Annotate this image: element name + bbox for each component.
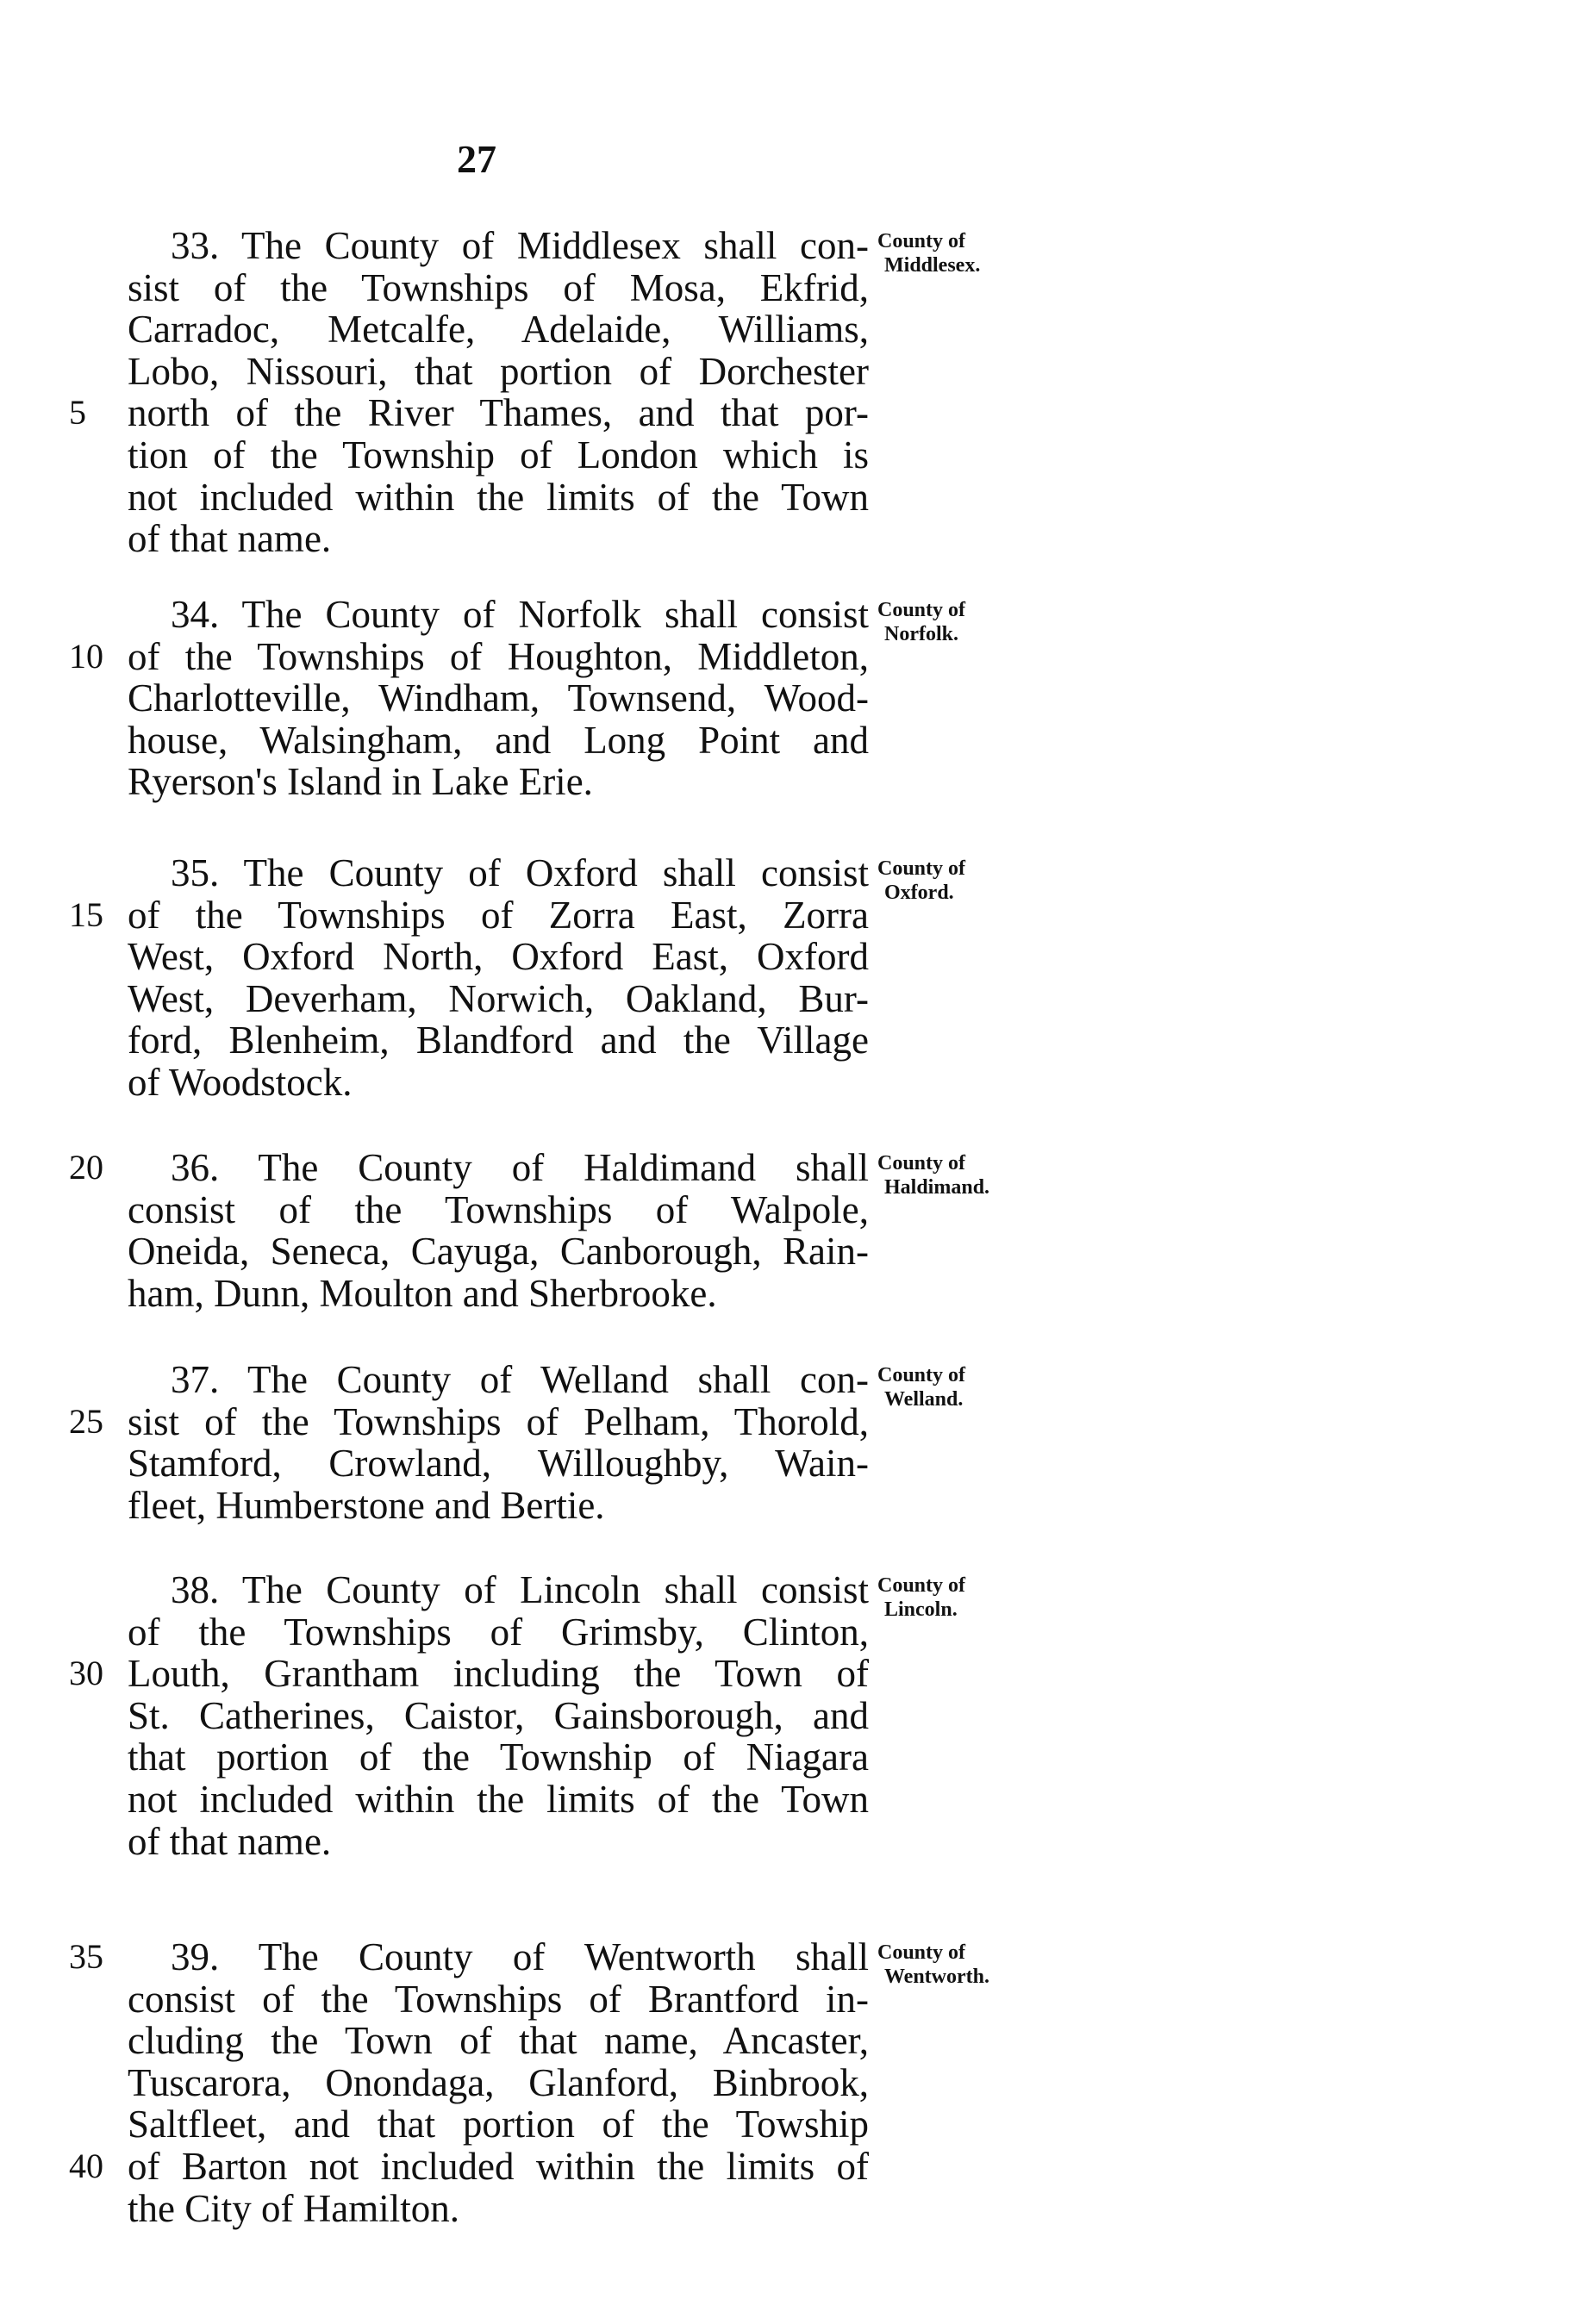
text-line: Stamford, Crowland, Willoughby, Wain- (128, 1442, 869, 1486)
margin-note-line: County of (877, 1941, 966, 1964)
margin-note-line: Lincoln. (884, 1598, 958, 1621)
text-line: Carradoc, Metcalfe, Adelaide, Williams, (128, 308, 869, 352)
line-number: 30 (69, 1654, 103, 1693)
text-line: Ryerson's Island in Lake Erie. (128, 760, 593, 804)
margin-note (877, 1573, 1050, 1622)
text-line: Oneida, Seneca, Cayuga, Canborough, Rain- (128, 1230, 869, 1274)
text-line: ford, Blenheim, Blandford and the Village (128, 1019, 869, 1062)
line-number: 20 (69, 1148, 103, 1187)
text-line: of that name. (128, 1819, 332, 1863)
line-number: 15 (69, 894, 103, 934)
margin-note (877, 857, 1050, 905)
margin-note-line: Oxford. (884, 882, 954, 904)
text-line: that portion of the Township of Niagara (128, 1735, 869, 1779)
line-number: 25 (69, 1401, 103, 1441)
text-line: north of the River Thames, and that por- (128, 391, 869, 435)
text-line: Saltfleet, and that portion of the Towship (128, 2103, 869, 2146)
margin-note-line: County of (877, 230, 966, 252)
text-line: ham, Dunn, Moulton and Sherbrooke. (128, 1271, 717, 1315)
text-line: sist of the Townships of Mosa, Ekfrid, (128, 265, 869, 309)
text-line: of the Townships of Grimsby, Clinton, (128, 1610, 869, 1654)
margin-note-line: County of (877, 1574, 966, 1597)
margin-note-line: Middlesex. (884, 254, 981, 277)
text-line: consist of the Townships of Walpole, (128, 1187, 869, 1231)
text-line: tion of the Township of London which is (128, 433, 869, 477)
margin-note-line: County of (877, 1364, 966, 1386)
text-line: Tuscarora, Onondaga, Glanford, Binbrook, (128, 2060, 869, 2104)
text-line: Lobo, Nissouri, that portion of Dorchester (128, 349, 869, 393)
page-number: 27 (457, 137, 496, 181)
line-number: 35 (69, 1937, 103, 1976)
margin-note (877, 1941, 1050, 1989)
text-line: West, Oxford North, Oxford East, Oxford (128, 935, 869, 979)
text-line: 37. The County of Welland shall con- (171, 1358, 869, 1401)
text-line: the City of Hamilton. (128, 2186, 459, 2230)
text-line: 38. The County of Lincoln shall consist (171, 1568, 869, 1611)
text-line: 39. The County of Wentworth shall (171, 1935, 869, 1978)
margin-note-line: Haldimand. (884, 1176, 990, 1199)
margin-note (877, 1151, 1050, 1199)
line-number: 40 (69, 2146, 103, 2185)
text-line: of Woodstock. (128, 1061, 353, 1104)
margin-note-line: County of (877, 599, 966, 621)
text-line: not included within the limits of the Town (128, 475, 869, 519)
margin-note-line: Wentworth. (884, 1966, 989, 1988)
text-line: of the Townships of Houghton, Middleton, (128, 634, 869, 678)
text-line: West, Deverham, Norwich, Oakland, Bur- (128, 976, 869, 1020)
text-line: 35. The County of Oxford shall consist (171, 851, 869, 894)
margin-note-line: Norfolk. (884, 623, 958, 645)
text-line: of the Townships of Zorra East, Zorra (128, 893, 869, 937)
text-line: of Barton not included within the limits of (128, 2145, 869, 2188)
line-number: 5 (69, 393, 86, 433)
text-line: Louth, Grantham including the Town of (128, 1652, 869, 1696)
text-line: sist of the Townships of Pelham, Thorold, (128, 1399, 869, 1443)
text-line: cluding the Town of that name, Ancaster, (128, 2019, 869, 2063)
margin-note-line: County of (877, 1152, 966, 1174)
text-line: fleet, Humberstone and Bertie. (128, 1483, 605, 1527)
line-number: 10 (69, 636, 103, 676)
text-line: St. Catherines, Caistor, Gainsborough, and (128, 1693, 869, 1737)
margin-note-line: Welland. (884, 1388, 964, 1411)
margin-note (877, 598, 1050, 646)
text-line: 34. The County of Norfolk shall consist (171, 593, 869, 636)
text-line: consist of the Townships of Brantford in- (128, 1977, 869, 2021)
text-line: 33. The County of Middlesex shall con- (171, 224, 869, 267)
text-line: Charlotteville, Windham, Townsend, Wood- (128, 676, 869, 720)
margin-note (877, 229, 1050, 277)
text-line: 36. The County of Haldimand shall (171, 1146, 869, 1189)
text-line: not included within the limits of the Town (128, 1778, 869, 1821)
margin-note (877, 1363, 1050, 1411)
text-line: of that name. (128, 517, 332, 561)
margin-note-line: County of (877, 857, 966, 880)
text-line: house, Walsingham, and Long Point and (128, 718, 869, 762)
